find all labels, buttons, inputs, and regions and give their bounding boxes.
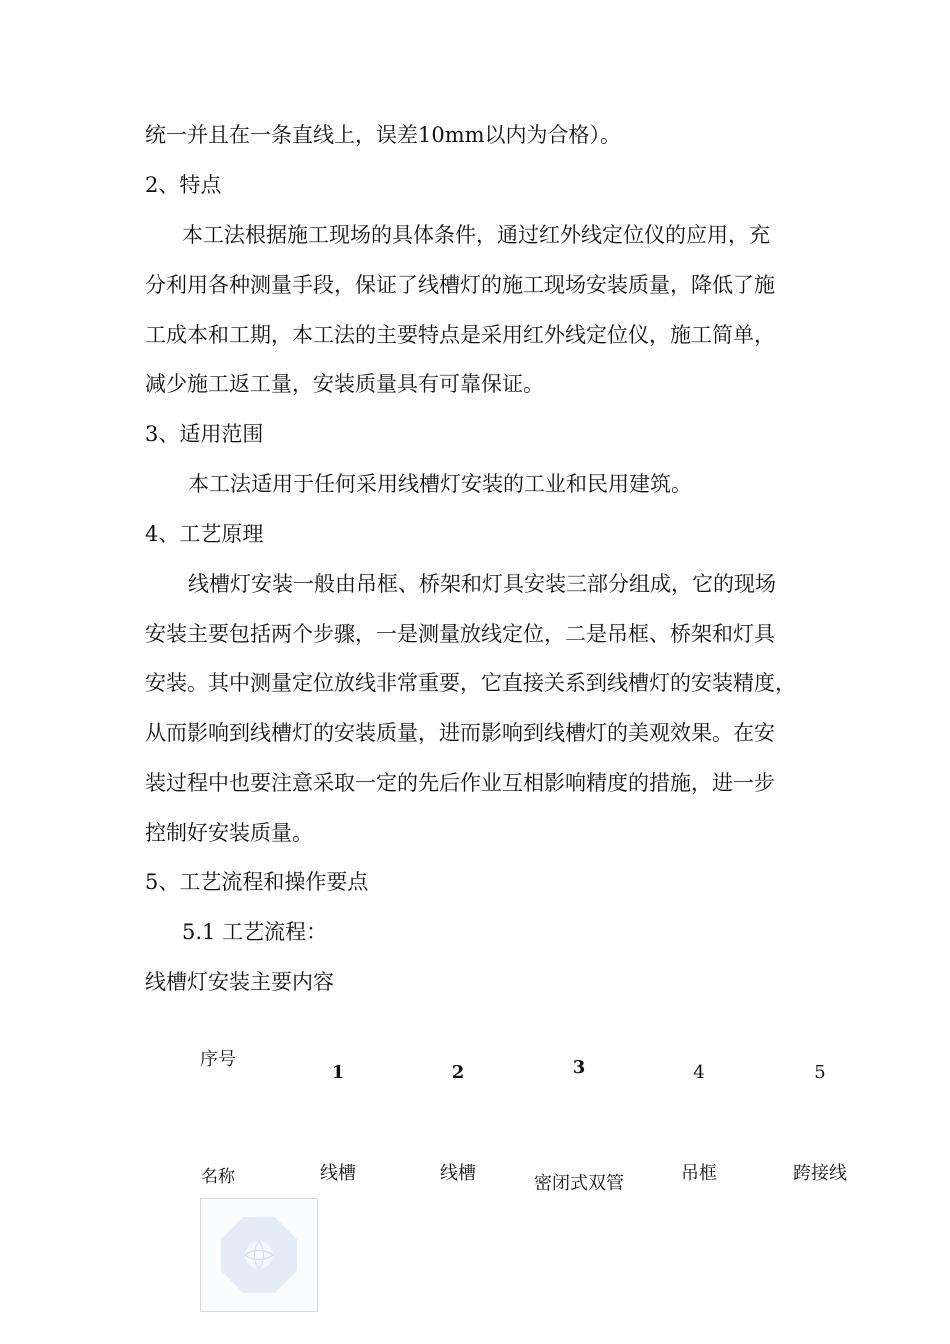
paragraph-line: 统一并且在一条直线上，误差10mm以内为合格）。 <box>145 123 622 147</box>
paragraph-line: 安装。其中测量定位放线非常重要，它直接关系到线槽灯的安装精度， <box>145 671 796 695</box>
table-number: 5 <box>814 1062 826 1083</box>
table-label-name: 名称 <box>201 1167 235 1187</box>
table-name: 线槽 <box>440 1163 476 1184</box>
table-caption: 线槽灯安装主要内容 <box>145 970 334 994</box>
table-number: 4 <box>693 1062 705 1083</box>
paragraph-line: 从而影响到线槽灯的安装质量，进而影响到线槽灯的美观效果。在安 <box>145 721 775 745</box>
paragraph-line: 本工法适用于任何采用线槽灯安装的工业和民用建筑。 <box>188 472 692 496</box>
section-heading-scope: 3、适用范围 <box>145 422 264 446</box>
table-name: 线槽 <box>320 1163 356 1184</box>
section-heading-process: 5、工艺流程和操作要点 <box>145 870 369 894</box>
table-label-serial: 序号 <box>200 1049 236 1070</box>
flower-emblem-icon <box>201 1199 317 1311</box>
table-number: 2 <box>451 1062 465 1083</box>
table-number: 3 <box>572 1057 586 1078</box>
paragraph-line: 安装主要包括两个步骤，一是测量放线定位，二是吊框、桥架和灯具 <box>145 622 775 646</box>
table-name: 密闭式双管 <box>534 1173 624 1194</box>
paragraph-line: 工成本和工期，本工法的主要特点是采用红外线定位仪，施工简单， <box>145 323 775 347</box>
paragraph-line: 减少施工返工量，安装质量具有可靠保证。 <box>145 372 544 396</box>
subsection-heading: 5.1 工艺流程： <box>182 920 328 944</box>
table-name: 跨接线 <box>793 1163 847 1184</box>
paragraph-line: 装过程中也要注意采取一定的先后作业互相影响精度的措施，进一步 <box>145 771 775 795</box>
table-name: 吊框 <box>681 1163 717 1184</box>
section-heading-principle: 4、工艺原理 <box>145 522 264 546</box>
paragraph-line: 本工法根据施工现场的具体条件，通过红外线定位仪的应用，充 <box>182 223 770 247</box>
paragraph-line: 控制好安装质量。 <box>145 821 313 845</box>
table-number: 1 <box>331 1062 345 1083</box>
paragraph-line: 线槽灯安装一般由吊框、桥架和灯具安装三部分组成，它的现场 <box>188 572 776 596</box>
section-heading-features: 2、特点 <box>145 173 222 197</box>
emblem-image <box>200 1198 318 1312</box>
paragraph-line: 分利用各种测量手段，保证了线槽灯的施工现场安装质量，降低了施 <box>145 273 775 297</box>
